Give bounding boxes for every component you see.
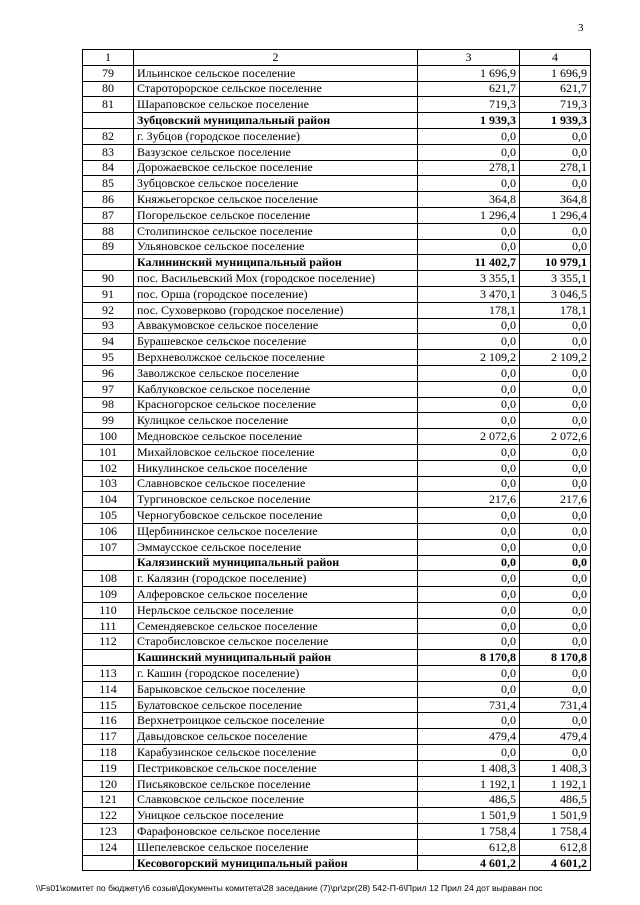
- row-number: 103: [83, 476, 134, 492]
- table-row: [83, 65, 591, 81]
- row-value-col4: 0,0: [520, 176, 591, 192]
- row-value-col4: 0,0: [520, 539, 591, 555]
- row-value-col4: 486,5: [520, 792, 591, 808]
- row-name: Верхнетроицкое сельское поселение: [134, 713, 418, 729]
- table-row: [83, 239, 591, 255]
- row-number: 111: [83, 618, 134, 634]
- row-name: Зубцовский муниципальный район: [134, 113, 418, 129]
- row-name: г. Калязин (городское поселение): [134, 571, 418, 587]
- row-value-col4: 0,0: [520, 555, 591, 571]
- row-value-col3: 3 470,1: [418, 286, 520, 302]
- row-name: Ульяновское сельское поселение: [134, 239, 418, 255]
- row-name: пос. Орша (городское поселение): [134, 286, 418, 302]
- row-value-col3: 0,0: [418, 128, 520, 144]
- table-row: [83, 350, 591, 366]
- row-value-col3: 1 939,3: [418, 113, 520, 129]
- budget-table: [82, 49, 591, 871]
- row-value-col3: 0,0: [418, 318, 520, 334]
- row-name: Бурашевское сельское поселение: [134, 334, 418, 350]
- row-number: 106: [83, 523, 134, 539]
- row-number: 88: [83, 223, 134, 239]
- row-value-col4: 1 296,4: [520, 207, 591, 223]
- row-number: 113: [83, 666, 134, 682]
- row-name: Погорельское сельское поселение: [134, 207, 418, 223]
- row-number: [83, 555, 134, 571]
- row-value-col4: 0,0: [520, 666, 591, 682]
- row-value-col4: 3 046,5: [520, 286, 591, 302]
- row-number: 123: [83, 824, 134, 840]
- table-row: [83, 697, 591, 713]
- row-name: Алферовское сельское поселение: [134, 587, 418, 603]
- table-header-row: [83, 50, 591, 66]
- row-number: 83: [83, 144, 134, 160]
- row-name: Верхневолжское сельское поселение: [134, 350, 418, 366]
- row-value-col3: 479,4: [418, 729, 520, 745]
- page-number: 3: [578, 22, 584, 34]
- table-row: [83, 176, 591, 192]
- row-value-col3: 0,0: [418, 176, 520, 192]
- row-name: Щербининское сельское поселение: [134, 523, 418, 539]
- row-number: 110: [83, 602, 134, 618]
- row-number: 119: [83, 760, 134, 776]
- row-value-col4: 0,0: [520, 318, 591, 334]
- row-value-col4: 8 170,8: [520, 650, 591, 666]
- footer-file-path: \\Fs01\комитет по бюджету\6 созыв\Документы комитета\28 заседание (7)\pr\zpr(28) 542-П-6\Прил 12 Прил 24 дот выраван пос: [36, 883, 543, 893]
- row-name: Столипинское сельское поселение: [134, 223, 418, 239]
- row-name: Никулинское сельское поселение: [134, 460, 418, 476]
- row-number: 124: [83, 839, 134, 855]
- table-row: [83, 618, 591, 634]
- table-row: [83, 460, 591, 476]
- row-number: [83, 855, 134, 871]
- row-value-col3: 1 296,4: [418, 207, 520, 223]
- row-name: Карабузинское сельское поселение: [134, 745, 418, 761]
- table-row: [83, 97, 591, 113]
- table-row: [83, 381, 591, 397]
- row-value-col3: 1 696,9: [418, 65, 520, 81]
- row-number: 90: [83, 271, 134, 287]
- row-value-col3: 0,0: [418, 460, 520, 476]
- row-value-col3: 364,8: [418, 192, 520, 208]
- table-row: [83, 571, 591, 587]
- row-value-col3: 0,0: [418, 602, 520, 618]
- row-value-col3: 0,0: [418, 618, 520, 634]
- row-number: 81: [83, 97, 134, 113]
- row-value-col4: 1 758,4: [520, 824, 591, 840]
- row-value-col3: 217,6: [418, 492, 520, 508]
- row-value-col4: 2 072,6: [520, 429, 591, 445]
- row-name: Зубцовское сельское поселение: [134, 176, 418, 192]
- header-col-2: 2: [134, 50, 418, 66]
- row-number: 121: [83, 792, 134, 808]
- row-number: 95: [83, 350, 134, 366]
- row-number: 93: [83, 318, 134, 334]
- row-name: Пестриковское сельское поселение: [134, 760, 418, 776]
- table-row: [83, 666, 591, 682]
- row-name: Давыдовское сельское поселение: [134, 729, 418, 745]
- table-row: [83, 223, 591, 239]
- row-number: [83, 650, 134, 666]
- row-number: [83, 255, 134, 271]
- row-name: Заволжское сельское поселение: [134, 365, 418, 381]
- row-value-col4: 10 979,1: [520, 255, 591, 271]
- row-number: 91: [83, 286, 134, 302]
- table-row: [83, 160, 591, 176]
- table-row: [83, 81, 591, 97]
- row-value-col4: 0,0: [520, 476, 591, 492]
- row-number: 120: [83, 776, 134, 792]
- table-row: [83, 713, 591, 729]
- row-value-col4: 4 601,2: [520, 855, 591, 871]
- row-value-col4: 719,3: [520, 97, 591, 113]
- row-value-col4: 278,1: [520, 160, 591, 176]
- row-value-col3: 0,0: [418, 681, 520, 697]
- table-row: [83, 318, 591, 334]
- row-value-col4: 731,4: [520, 697, 591, 713]
- row-number: 82: [83, 128, 134, 144]
- row-number: 87: [83, 207, 134, 223]
- row-name: Старобисловское сельское поселение: [134, 634, 418, 650]
- row-name: Кулицкое сельское поселение: [134, 413, 418, 429]
- row-value-col3: 0,0: [418, 555, 520, 571]
- row-value-col3: 621,7: [418, 81, 520, 97]
- row-name: Фарафоновское сельское поселение: [134, 824, 418, 840]
- row-value-col3: 0,0: [418, 381, 520, 397]
- row-number: 84: [83, 160, 134, 176]
- row-value-col4: 0,0: [520, 144, 591, 160]
- row-number: 117: [83, 729, 134, 745]
- district-row: [83, 855, 591, 871]
- row-name: Уницкое сельское поселение: [134, 808, 418, 824]
- row-name: Ильинское сельское поселение: [134, 65, 418, 81]
- row-value-col3: 0,0: [418, 745, 520, 761]
- row-number: 85: [83, 176, 134, 192]
- row-value-col3: 278,1: [418, 160, 520, 176]
- row-value-col3: 0,0: [418, 397, 520, 413]
- row-value-col4: 1 408,3: [520, 760, 591, 776]
- row-value-col3: 486,5: [418, 792, 520, 808]
- row-value-col3: 0,0: [418, 413, 520, 429]
- row-value-col3: 0,0: [418, 571, 520, 587]
- row-value-col3: 1 192,1: [418, 776, 520, 792]
- row-name: Вазузское сельское поселение: [134, 144, 418, 160]
- row-value-col3: 612,8: [418, 839, 520, 855]
- row-number: 122: [83, 808, 134, 824]
- district-row: [83, 113, 591, 129]
- row-value-col3: 1 758,4: [418, 824, 520, 840]
- row-name: Княжьегорское сельское поселение: [134, 192, 418, 208]
- row-value-col3: 0,0: [418, 634, 520, 650]
- row-value-col4: 0,0: [520, 745, 591, 761]
- table-row: [83, 444, 591, 460]
- row-value-col4: 217,6: [520, 492, 591, 508]
- row-value-col4: 0,0: [520, 239, 591, 255]
- table-row: [83, 429, 591, 445]
- row-name: Булатовское сельское поселение: [134, 697, 418, 713]
- row-number: 96: [83, 365, 134, 381]
- row-name: Шепелевское сельское поселение: [134, 839, 418, 855]
- row-value-col4: 0,0: [520, 602, 591, 618]
- table-row: [83, 792, 591, 808]
- row-number: 80: [83, 81, 134, 97]
- row-name: Каблуковское сельское поселение: [134, 381, 418, 397]
- row-value-col3: 0,0: [418, 539, 520, 555]
- row-name: Славновское сельское поселение: [134, 476, 418, 492]
- row-value-col4: 0,0: [520, 508, 591, 524]
- table-row: [83, 745, 591, 761]
- row-value-col3: 0,0: [418, 334, 520, 350]
- header-col-3: 3: [418, 50, 520, 66]
- row-number: 98: [83, 397, 134, 413]
- row-value-col3: 0,0: [418, 666, 520, 682]
- district-row: [83, 255, 591, 271]
- row-value-col4: 0,0: [520, 397, 591, 413]
- table-row: [83, 476, 591, 492]
- row-value-col4: 612,8: [520, 839, 591, 855]
- row-name: Дорожаевское сельское поселение: [134, 160, 418, 176]
- row-value-col3: 178,1: [418, 302, 520, 318]
- row-value-col4: 0,0: [520, 634, 591, 650]
- row-name: Кесовогорский муниципальный район: [134, 855, 418, 871]
- row-value-col4: 0,0: [520, 618, 591, 634]
- row-value-col3: 0,0: [418, 444, 520, 460]
- row-value-col4: 0,0: [520, 365, 591, 381]
- row-name: Старотороpское сельское поселение: [134, 81, 418, 97]
- row-number: 97: [83, 381, 134, 397]
- table-row: [83, 634, 591, 650]
- row-number: 109: [83, 587, 134, 603]
- row-name: Кашинский муниципальный район: [134, 650, 418, 666]
- row-value-col3: 0,0: [418, 508, 520, 524]
- row-value-col3: 1 501,9: [418, 808, 520, 824]
- row-value-col4: 364,8: [520, 192, 591, 208]
- row-value-col4: 2 109,2: [520, 350, 591, 366]
- row-value-col4: 0,0: [520, 571, 591, 587]
- table-row: [83, 760, 591, 776]
- table-row: [83, 207, 591, 223]
- row-name: Калязинский муниципальный район: [134, 555, 418, 571]
- header-col-4: 4: [520, 50, 591, 66]
- row-value-col3: 719,3: [418, 97, 520, 113]
- table-row: [83, 144, 591, 160]
- row-value-col4: 1 192,1: [520, 776, 591, 792]
- row-name: Эммаусское сельское поселение: [134, 539, 418, 555]
- table-row: [83, 729, 591, 745]
- table-row: [83, 523, 591, 539]
- table-row: [83, 508, 591, 524]
- table-row: [83, 602, 591, 618]
- district-row: [83, 650, 591, 666]
- row-value-col4: 0,0: [520, 334, 591, 350]
- row-name: Михайловское сельское поселение: [134, 444, 418, 460]
- table-row: [83, 192, 591, 208]
- table-row: [83, 413, 591, 429]
- row-name: Письяковское сельское поселение: [134, 776, 418, 792]
- row-value-col4: 3 355,1: [520, 271, 591, 287]
- table-row: [83, 334, 591, 350]
- row-value-col3: 0,0: [418, 523, 520, 539]
- row-number: 108: [83, 571, 134, 587]
- row-value-col4: 178,1: [520, 302, 591, 318]
- row-number: 118: [83, 745, 134, 761]
- row-value-col3: 0,0: [418, 144, 520, 160]
- row-value-col3: 0,0: [418, 476, 520, 492]
- table-row: [83, 539, 591, 555]
- row-number: 107: [83, 539, 134, 555]
- row-number: [83, 113, 134, 129]
- row-name: Калининский муниципальный район: [134, 255, 418, 271]
- row-value-col3: 3 355,1: [418, 271, 520, 287]
- table-row: [83, 271, 591, 287]
- row-value-col3: 4 601,2: [418, 855, 520, 871]
- row-name: Аввакумовское сельское поселение: [134, 318, 418, 334]
- row-number: 94: [83, 334, 134, 350]
- row-value-col4: 0,0: [520, 523, 591, 539]
- row-number: 112: [83, 634, 134, 650]
- row-number: 99: [83, 413, 134, 429]
- row-value-col4: 0,0: [520, 381, 591, 397]
- header-col-1: 1: [83, 50, 134, 66]
- row-value-col4: 479,4: [520, 729, 591, 745]
- district-row: [83, 555, 591, 571]
- row-name: Медновское сельское поселение: [134, 429, 418, 445]
- row-value-col4: 0,0: [520, 681, 591, 697]
- row-name: пос. Суховерково (городское поселение): [134, 302, 418, 318]
- row-number: 115: [83, 697, 134, 713]
- row-number: 101: [83, 444, 134, 460]
- row-value-col3: 731,4: [418, 697, 520, 713]
- table-row: [83, 397, 591, 413]
- table-row: [83, 776, 591, 792]
- table-row: [83, 681, 591, 697]
- table-row: [83, 824, 591, 840]
- row-name: Черногубовское сельское поселение: [134, 508, 418, 524]
- row-value-col4: 1 939,3: [520, 113, 591, 129]
- row-name: Красногорское сельское поселение: [134, 397, 418, 413]
- row-name: Шараповское сельское поселение: [134, 97, 418, 113]
- row-value-col3: 2 072,6: [418, 429, 520, 445]
- row-value-col3: 0,0: [418, 713, 520, 729]
- row-number: 100: [83, 429, 134, 445]
- row-value-col4: 621,7: [520, 81, 591, 97]
- row-number: 92: [83, 302, 134, 318]
- table-row: [83, 839, 591, 855]
- row-name: г. Кашин (городское поселение): [134, 666, 418, 682]
- row-value-col3: 11 402,7: [418, 255, 520, 271]
- row-value-col4: 1 501,9: [520, 808, 591, 824]
- row-number: 102: [83, 460, 134, 476]
- row-value-col4: 0,0: [520, 460, 591, 476]
- row-value-col3: 1 408,3: [418, 760, 520, 776]
- table-row: [83, 492, 591, 508]
- table-row: [83, 587, 591, 603]
- row-name: Барыковское сельское поселение: [134, 681, 418, 697]
- row-name: Тургиновское сельское поселение: [134, 492, 418, 508]
- row-name: Славковское сельское поселение: [134, 792, 418, 808]
- row-number: 86: [83, 192, 134, 208]
- row-value-col3: 8 170,8: [418, 650, 520, 666]
- table-row: [83, 808, 591, 824]
- row-value-col3: 0,0: [418, 587, 520, 603]
- row-number: 89: [83, 239, 134, 255]
- row-number: 104: [83, 492, 134, 508]
- table-row: [83, 286, 591, 302]
- row-name: Нерльское сельское поселение: [134, 602, 418, 618]
- row-number: 79: [83, 65, 134, 81]
- row-number: 105: [83, 508, 134, 524]
- row-value-col4: 0,0: [520, 413, 591, 429]
- row-name: г. Зубцов (городское поселение): [134, 128, 418, 144]
- row-value-col3: 2 109,2: [418, 350, 520, 366]
- row-number: 116: [83, 713, 134, 729]
- row-name: пос. Васильевский Мох (городское поселение): [134, 271, 418, 287]
- row-value-col3: 0,0: [418, 239, 520, 255]
- row-value-col3: 0,0: [418, 223, 520, 239]
- row-value-col4: 0,0: [520, 444, 591, 460]
- row-number: 114: [83, 681, 134, 697]
- row-name: Семендяевское сельское поселение: [134, 618, 418, 634]
- table-row: [83, 365, 591, 381]
- row-value-col3: 0,0: [418, 365, 520, 381]
- row-value-col4: 0,0: [520, 223, 591, 239]
- table-row: [83, 128, 591, 144]
- row-value-col4: 0,0: [520, 128, 591, 144]
- row-value-col4: 0,0: [520, 713, 591, 729]
- row-value-col4: 1 696,9: [520, 65, 591, 81]
- row-value-col4: 0,0: [520, 587, 591, 603]
- table-row: [83, 302, 591, 318]
